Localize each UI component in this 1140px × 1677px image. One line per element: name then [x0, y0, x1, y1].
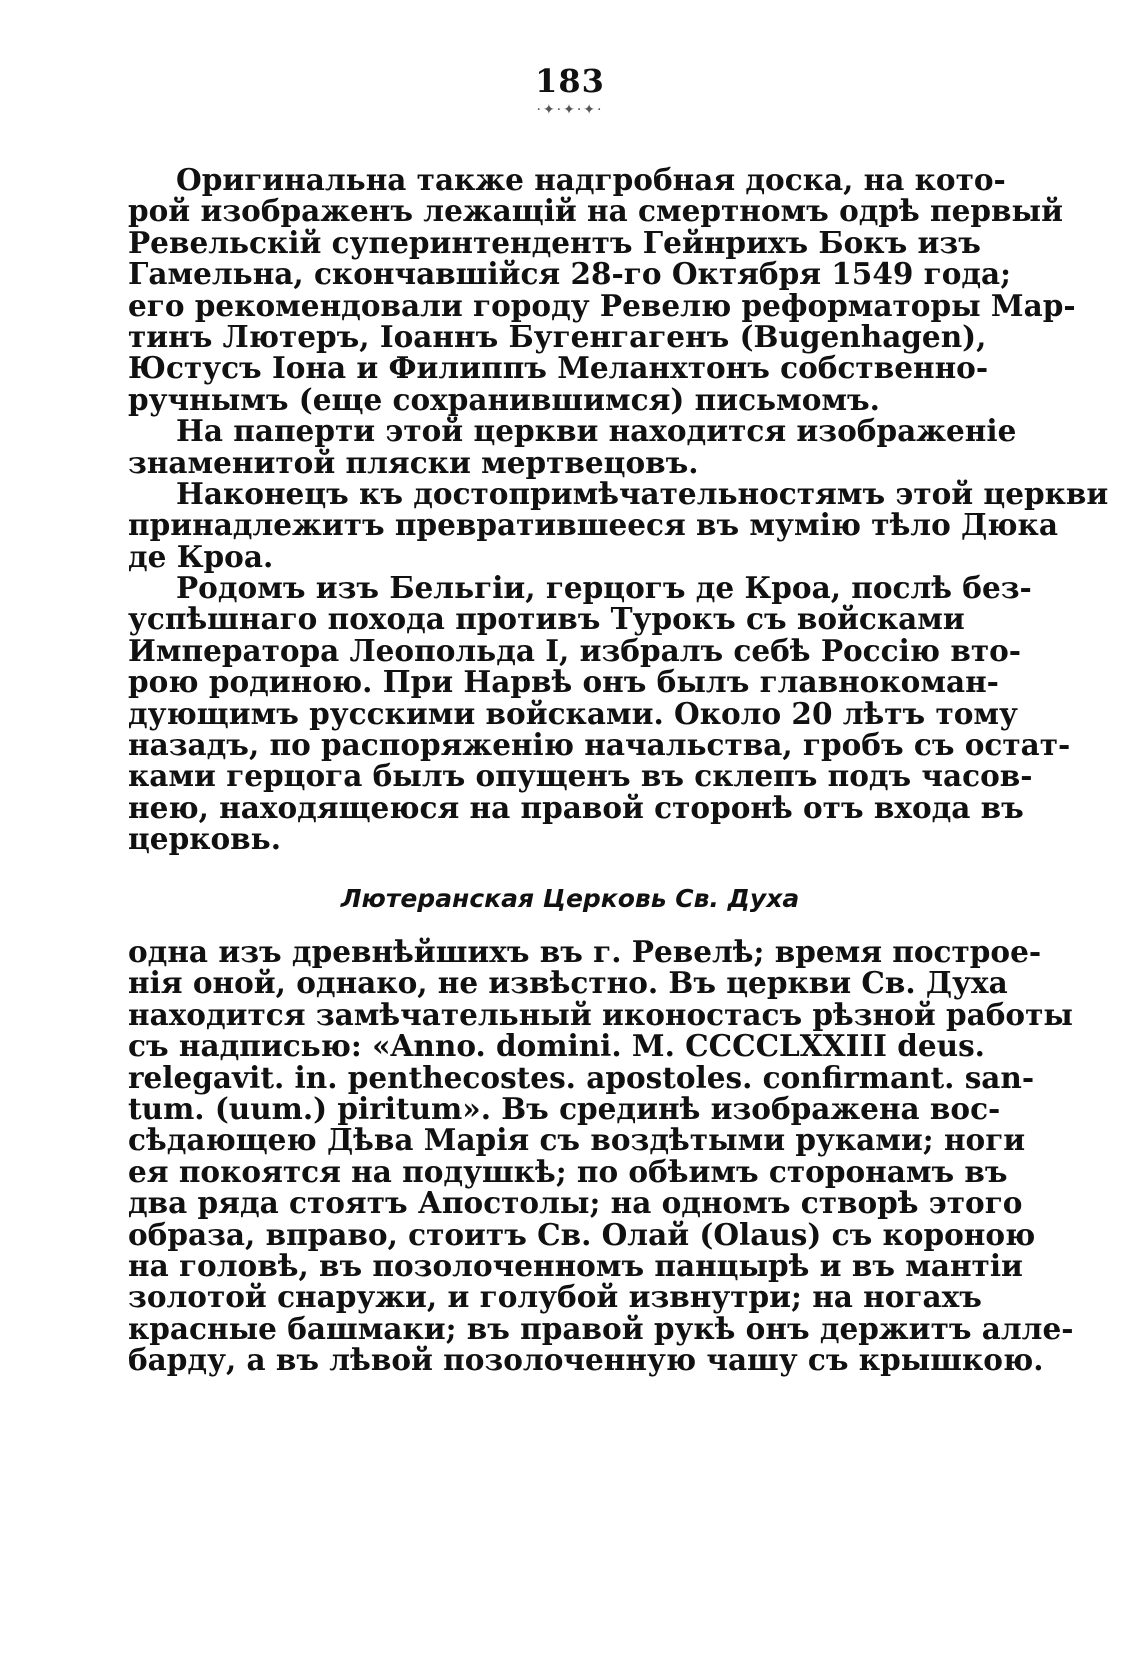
text-line: золотой снаружи, и голубой извнутри; на ногахъ	[128, 1279, 982, 1315]
text-line: его рекомендовали городу Ревелю реформаторы Мар-	[128, 287, 1076, 323]
text-line: Оригинальна также надгробная доска, на кото-	[176, 162, 1006, 197]
section-heading: Лютеранская Церковь Св. Духа	[340, 884, 800, 913]
text-line: нею, находящеюся на правой сторонѣ отъ входа въ	[128, 789, 1024, 825]
text-line: Юстусъ Іона и Филиппъ Меланхтонъ собственно-	[128, 350, 989, 386]
text-line: де Кроа.	[128, 538, 274, 574]
text-line: Императора Леопольда I, избралъ себѣ Россію вто-	[128, 632, 1022, 668]
text-line: образа, вправо, стоитъ Св. Олай (Olaus) съ короною	[128, 1216, 1036, 1252]
text-line: На паперти этой церкви находится изображеніе	[176, 413, 1017, 449]
page-number: 183	[535, 62, 605, 100]
text-line: тинъ Лютеръ, Іоаннъ Бугенгагенъ (Bugenhagen),	[128, 318, 987, 354]
text-block-main	[128, 162, 1109, 857]
text-block-section	[128, 934, 1074, 1378]
text-line: успѣшнаго похода противъ Турокъ съ войсками	[128, 601, 965, 637]
text-line: красные башмаки; въ правой рукѣ онъ держитъ алле-	[128, 1310, 1074, 1346]
text-line: принадлежитъ превратившееся въ мумію тѣло Дюка	[128, 507, 1058, 543]
text-line: Гамельна, скончавшійся 28-го Октября 1549 года;	[128, 256, 1012, 292]
text-line: находится замѣчательный иконостасъ рѣзной работы	[128, 996, 1073, 1032]
text-line: ками герцога былъ опущенъ въ склепъ подъ часов-	[128, 758, 1033, 794]
text-line: барду, а въ лѣвой позолоченную чашу съ крышкою.	[128, 1342, 1044, 1378]
text-line: нія оной, однако, не извѣстно. Въ церкви Св. Духа	[128, 965, 1008, 1001]
text-line: Наконецъ къ достопримѣчательностямъ этой церкви	[176, 475, 1109, 511]
text-line: рою родиною. При Нарвѣ онъ былъ главнокоман-	[128, 664, 999, 700]
text-line: ея покоятся на подушкѣ; по обѣимъ сторонамъ въ	[128, 1153, 1008, 1189]
text-line: сѣдающею Дѣва Марія съ воздѣтыми руками; ноги	[128, 1122, 1026, 1158]
ornament-divider: ·✦·✦·✦·	[536, 102, 604, 118]
text-line: съ надписью: «Anno. domini. M. CCCCLXXIII deus.	[128, 1028, 985, 1064]
text-line: Ревельскій суперинтендентъ Гейнрихъ Бокъ изъ	[128, 224, 981, 260]
text-line: дующимъ русскими войсками. Около 20 лѣтъ тому	[128, 695, 1018, 731]
text-line: два ряда стоятъ Апостолы; на одномъ створѣ этого	[128, 1185, 1023, 1221]
text-line: одна изъ древнѣйшихъ въ г. Ревелѣ; время построе-	[128, 934, 1042, 969]
text-line: рой изображенъ лежащій на смертномъ одрѣ первый	[128, 193, 1063, 229]
text-line: церковь.	[128, 821, 281, 857]
text-line: tum. (uum.) piritum». Въ срединѣ изображена вос-	[128, 1090, 1001, 1126]
text-line: ручнымъ (еще сохранившимся) письмомъ.	[128, 381, 880, 417]
text-line: назадъ, по распоряженію начальства, гробъ съ остат-	[128, 727, 1071, 763]
text-line: Родомъ изъ Бельгіи, герцогъ де Кроа, послѣ без-	[176, 570, 1032, 606]
text-line: на головѣ, въ позолоченномъ панцырѣ и въ мантіи	[128, 1247, 1023, 1283]
text-line: relegavit. in. penthecostes. apostoles. confirmant. san-	[128, 1059, 1035, 1095]
text-line: знаменитой пляски мертвецовъ.	[128, 444, 699, 480]
